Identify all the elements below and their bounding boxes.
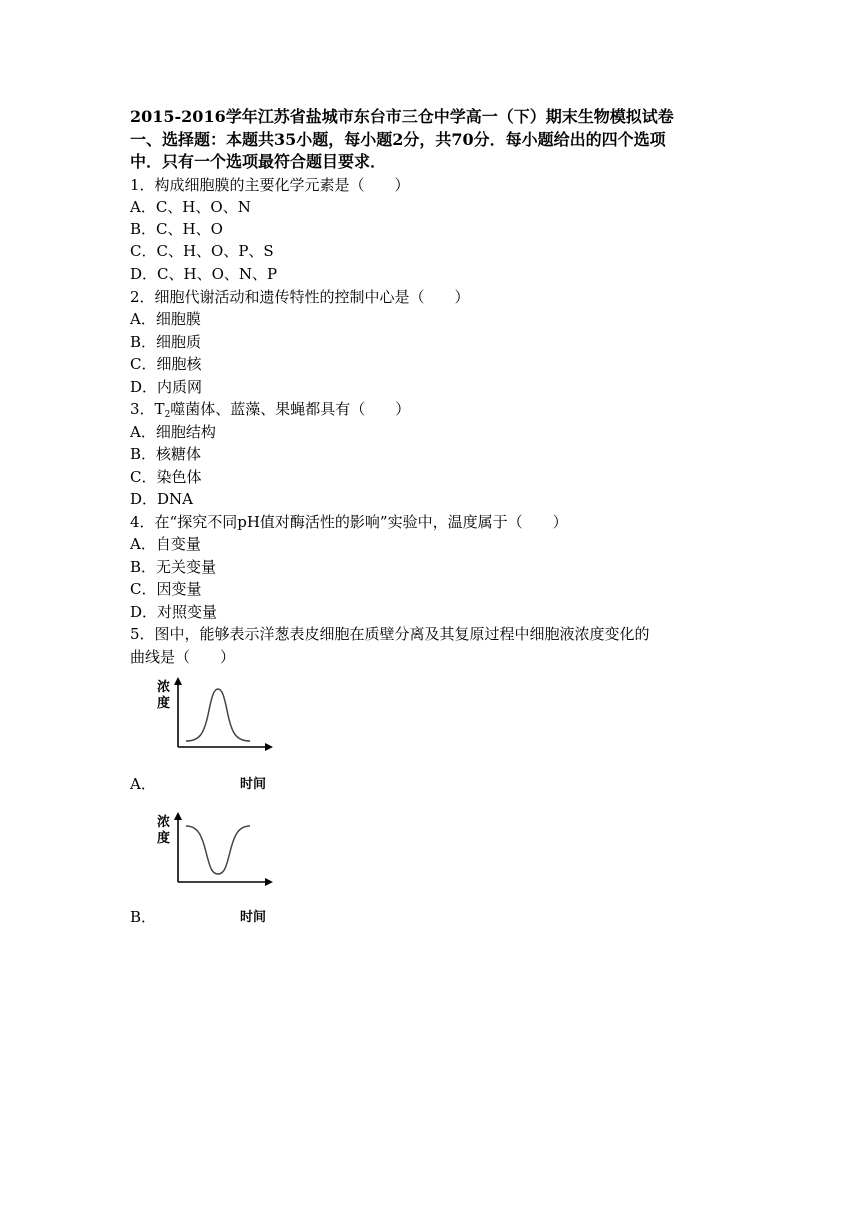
graph-a-y-arrow [174,677,182,685]
question-5-option-a: A． [130,775,156,793]
question-2-stem: 2．细胞代谢活动和遗传特性的控制中心是（ ） [130,288,470,306]
question-4-option-a: A．自变量 [130,535,201,553]
question-5-stem-line1: 5．图中，能够表示洋葱表皮细胞在质壁分离及其复原过程中细胞液浓度变化的 [130,625,650,643]
graph-b-curve [186,826,250,874]
section-heading-line2: 中．只有一个选项最符合题目要求． [130,152,387,171]
question-3-stem-subscript: 2 [164,410,171,420]
question-2-option-c: C．细胞核 [130,355,202,373]
question-4-option-c: C．因变量 [130,580,202,598]
question-4-option-b: B．无关变量 [130,558,217,576]
question-2-option-b: B．细胞质 [130,333,202,351]
question-2-option-d: D．内质网 [130,378,203,396]
question-3-option-b: B．核糖体 [130,445,202,463]
question-3-option-c: C．染色体 [130,468,202,486]
graph-a-curve [186,689,250,741]
question-1-option-c: C．C、H、O、P、S [130,242,274,260]
question-1-option-d: D．C、H、O、N、P [130,265,278,283]
question-3-stem-prefix: 3．T [130,400,165,418]
question-4-option-d: D．对照变量 [130,603,218,621]
graph-a-y-label: 浓度 [157,680,171,711]
graph-b-x-label: 时间 [240,910,267,925]
question-5-stem-line2: 曲线是（ ） [130,648,236,666]
question-1-stem: 1．构成细胞膜的主要化学元素是（ ） [130,176,410,194]
document-title: 2015-2016学年江苏省盐城市东台市三仓中学高一（下）期末生物模拟试卷 [130,107,674,126]
section-heading-line1: 一、选择题：本题共35小题，每小题2分，共70分．每小题给出的四个选项 [130,130,666,149]
graph-a-x-label: 时间 [240,777,267,792]
question-1-option-b: B．C、H、O [130,220,223,238]
question-3-option-d: D．DNA [130,490,194,508]
question-2-option-a: A．细胞膜 [130,310,201,328]
question-3-stem-suffix: 噬菌体、蓝藻、果蝇都具有（ ） [170,400,411,418]
graph-b-y-arrow [174,812,182,820]
question-1-option-a: A．C、H、O、N [130,198,251,216]
graph-b [150,810,285,890]
question-5-option-b: B． [130,908,157,926]
graph-a [150,675,285,755]
question-4-stem: 4．在“探究不同pH值对酶活性的影响”实验中，温度属于（ ） [130,513,568,531]
graph-b-x-arrow [265,878,273,886]
graph-b-y-label: 浓度 [157,815,171,846]
question-3-option-a: A．细胞结构 [130,423,216,441]
graph-a-x-arrow [265,743,273,751]
